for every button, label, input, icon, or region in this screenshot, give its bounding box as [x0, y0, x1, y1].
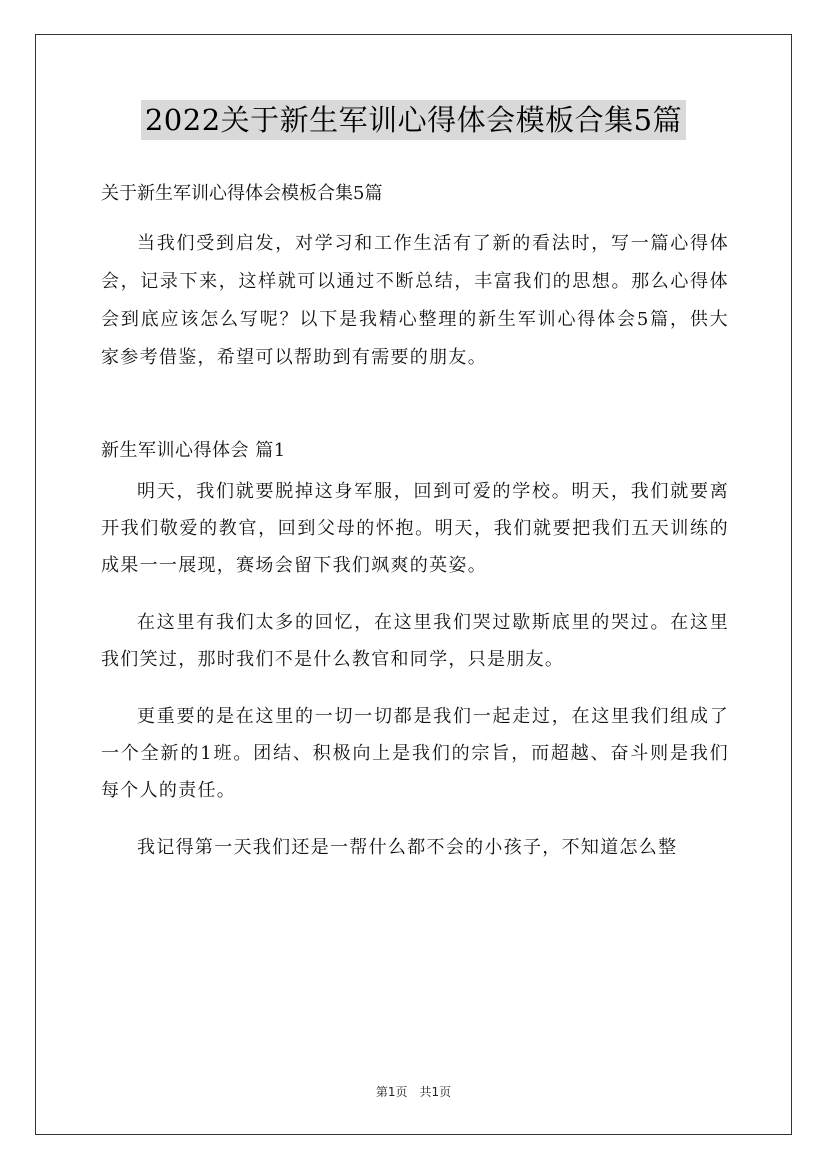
page-number: 第1页 共1页: [375, 1085, 452, 1099]
document-body: [101, 178, 729, 886]
body-paragraph-1: 明天，我们就要脱掉这身军服，回到可爱的学校。明天，我们就要离开我们敬爱的教官，回到父母的怀抱。明天，我们就要把我们五天训练的成果一一展现，赛场会留下我们飒爽的英姿。: [101, 481, 729, 576]
body-paragraph-4: 我记得第一天我们还是一帮什么都不会的小孩子，不知道怎么整: [137, 837, 678, 858]
body-paragraph-3: 更重要的是在这里的一切一切都是我们一起走过，在这里我们组成了一个全新的1班。团结、积极向上是我们的宗旨，而超越、奋斗则是我们每个人的责任。: [101, 706, 729, 801]
document-subtitle: 关于新生军训心得体会模板合集5篇: [101, 183, 383, 204]
document-title: 2022关于新生军训心得体会模板合集5篇: [141, 100, 686, 140]
intro-paragraph: 当我们受到启发，对学习和工作生活有了新的看法时，写一篇心得体会，记录下来，这样就可以通过不断总结，丰富我们的思想。那么心得体会到底应该怎么写呢？以下是我精心整理的新生军训心得体会5篇，供大家参考借鉴，希望可以帮助到有需要的朋友。: [101, 233, 729, 368]
page-footer: [0, 1084, 827, 1100]
title-wrap: [0, 100, 827, 140]
body-paragraph-2: 在这里有我们太多的回忆，在这里我们哭过歇斯底里的哭过。在这里我们笑过，那时我们不是什么教官和同学，只是朋友。: [101, 612, 729, 670]
section-heading: 新生军训心得体会 篇1: [101, 440, 286, 461]
